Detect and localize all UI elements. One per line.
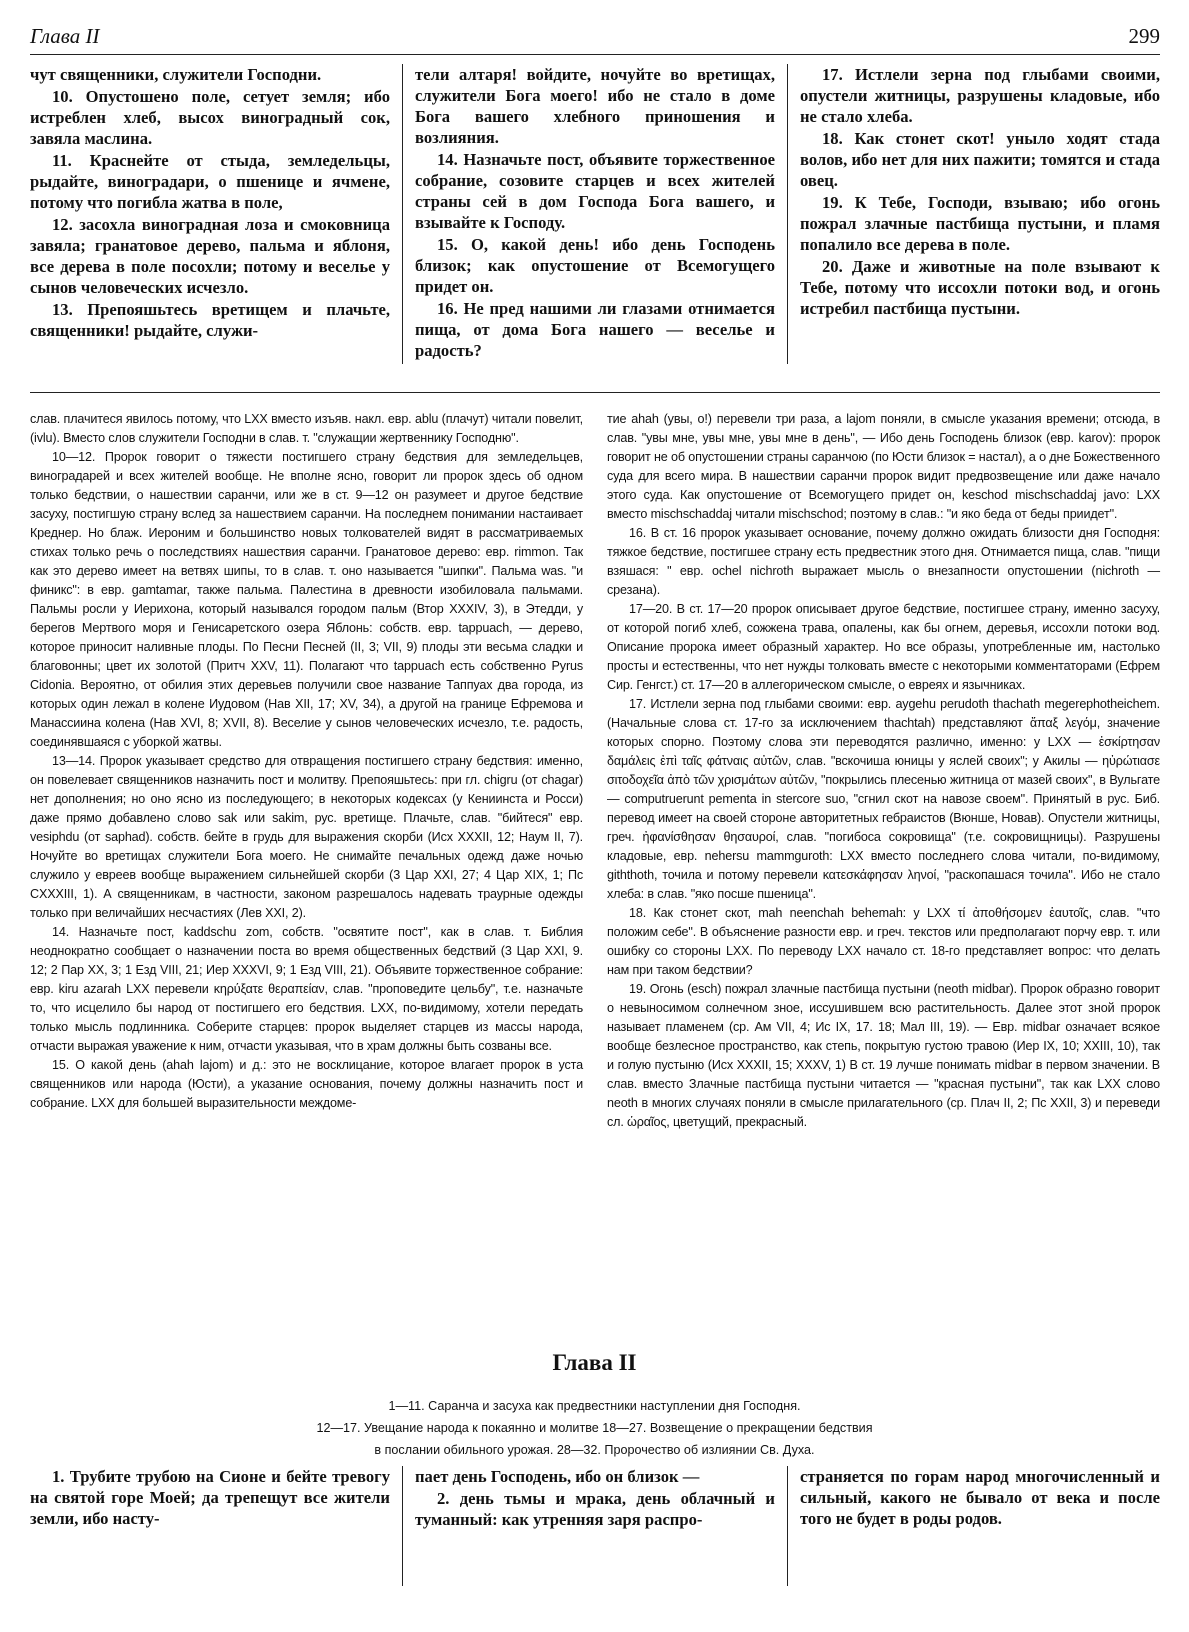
- verse-paragraph: 16. Не пред нашими ли глазами отнимается пища, от дома Бога нашего — веселье и радость?: [415, 299, 775, 360]
- summary-line: 12—17. Увещание народа к покаянно и молитве 18—27. Возвещение о прекращении бедствия: [316, 1421, 873, 1435]
- commentary-paragraph: тие ahah (увы, о!) перевели три раза, а lajom поняли, в смысле указания времени; отсюда, в слав. "увы мне, увы мне, увы мне в день", — Ибо день Господень близок (евр. karov): пророк говорит не об опустошении страны саранчою (по Юсти близок = настал), а о дне Божественного суда для всего мира. В нашествии саранчи пророк видит предвозвещение или даже начало этого суда. Как опустошение от Всемогущего придет он, keschod mischschaddaj javo: LXX вместо mischschaddaj читали mischschod; поэтому в слав.: "и яко беда от беды приидет".: [607, 412, 1160, 521]
- verse-paragraph: страняется по горам народ многочисленный и сильный, какого не бывало от века и после того не будет в роды родов.: [800, 1467, 1160, 1528]
- commentary-paragraph: 16. В ст. 16 пророк указывает основание, почему должно ожидать близости дня Господня: тяжкое бедствие, постигшее страну есть предвестник этого дня. Отнимается пища, слав. "пищи взяшася: " евр. ochel nichroth выражает мысль о внезапности опустошении (nichroth — срезана).: [607, 526, 1160, 597]
- commentary-paragraph: 14. Назначьте пост, kaddschu zom, собств. "освятите пост", как в слав. т. Библия неоднократно сообщает о назначении поста во время общественных бедствий (3 Цар XXI, 9. 12; 2 Пар XX, 3; 1 Езд VIII, 21; Иер XXXVI, 9; 1 Езд VIII, 21). Объявите торжественное собрание: евр. kiru azarah LXX перевели κηρύξατε θεραπείαν, слав. "проповедите цельбу", т.е. назначьте то, что исцелило бы народ от постигшего его бедствия. LXX, по-видимому, хотели передать только мысль подлинника. Соберите старцев: пророк выделяет старцев из массы народа, отчасти выражая уважение к ним, отчасти указывая, что в храм должны быть созваны все.: [30, 925, 583, 1053]
- commentary-paragraph: 18. Как стонет скот, mah neenchah behemah: у LXX τί ἀποθήσομεν ἑαυτοῖς, слав. "что положим себе". В объяснение разности евр. и греч. текстов или предполагают порчу евр. т. или ошибку со стороны LXX. По переводу LXX начало ст. 18-го представляет вопрос: что делать нам при таком бедствии?: [607, 906, 1160, 977]
- commentary: [30, 410, 1160, 1132]
- commentary-column-left: [30, 410, 583, 1132]
- summary-line: 1—11. Саранча и засуха как предвестники наступлении дня Господня.: [388, 1399, 801, 1413]
- scripture-columns-bottom: [30, 1466, 1160, 1586]
- verse-paragraph: 15. О, какой день! ибо день Господень близок; как опустошение от Всемогущего придет он.: [415, 235, 775, 296]
- verse-paragraph: 1. Трубите трубою на Сионе и бейте тревогу на святой горе Моей; да трепещут все жители земли, ибо насту-: [30, 1467, 390, 1528]
- verse-paragraph: 10. Опустошено поле, сетует земля; ибо истреблен хлеб, высох виноградный сок, завяла маслина.: [30, 87, 390, 148]
- commentary-paragraph: 10—12. Пророк говорит о тяжести постигшего страну бедствия для земледельцев, виноградарей и всех жителей вообще. Не вполне ясно, говорит ли пророк здесь об одном только бедствии, о нашествии саранчи, или же в ст. 9—12 он разумеет и другое бедствие засуху, постигшую страну вслед за нашествием саранчи. На последнем понимании настаивает Креднер. Но блаж. Иероним и большинство новых толкователей видят в рассматриваемых стихах только речь о последствиях нашествия саранчи. Гранатовое дерево: евр. rimmon. Так как это дерево имеет на ветвях шипы, то в слав. т. оно называется "шипки". Пальма was. "и финикс": в евр. gamtamar, также пальма. Палестина в древности изобиловала пальмами. Пальмы росли у Иерихона, который назывался городом пальм (Втор XXXIV, 3), в Этедди, у берегов Мертвого моря и Генисаретского озера Яблонь: собств. евр. tappuach, — дерево, которое приносит наливные плоды. По Песни Песней (II, 3; VII, 9) плоды эти весьма сладки и благовонны; цвет их золотой (Притч XXV, 11). Полагают что tappuach есть собственно Pyrus Cidonia. Вероятно, от обилия этих деревьев получили свое название Таппуах два города, из которых один лежал в колене Иудовом (Нав XII, 17; XV, 34), а другой на границе Ефремова и Манассиина колена (Нав XVI, 8; XVII, 8). Веселие у сынов человеческих исчезло, т.е. радость, соединявшаяся с уборкой жатвы.: [30, 450, 583, 749]
- commentary-paragraph: 13—14. Пророк указывает средство для отвращения постигшего страну бедствия: именно, он повелевает священников назначить пост и молитву. Препояшьтесь: при гл. chigru (от chagar) нет дополнения; но оно ясно из последующего; в некоторых кодексах (у Кениинста и Росси) даже прямо добавлено слово sak или sakim, рус. вретище. Плачьте, слав. "бийтеся" евр. vesiphdu (от saphad). собств. бейте в грудь для выражения скорби (Исх XXXII, 12; Наум II, 7). Ночуйте во вретищах служители Бога моего. Не снимайте печальных одежд даже ночью служило у евреев вообще выражением сильнейшей скорби (3 Цар XXI, 27; 4 Цар XIX, 1; Пс CXXXIII, 1). А священникам, в частности, законом разрешалось надевать траурные одежды только при величайших несчастиях (Лев XXI, 2).: [30, 754, 583, 920]
- verse-paragraph: 20. Даже и животные на поле взывают к Тебе, потому что иссохли потоки вод, и огонь истребил пастбища пустыни.: [800, 257, 1160, 318]
- verse-paragraph: 11. Краснейте от стыда, земледельцы, рыдайте, виноградари, о пшенице и ячмене, потому что погибла жатва в поле,: [30, 151, 390, 212]
- scripture-column: [402, 1466, 787, 1586]
- scripture-column: [787, 1466, 1160, 1586]
- scripture-columns-top: [30, 64, 1160, 364]
- verse-paragraph: 13. Препояшьтесь вретищем и плачьте, священники! рыдайте, служи-: [30, 300, 390, 340]
- commentary-paragraph: 17—20. В ст. 17—20 пророк описывает другое бедствие, постигшее страну, именно засуху, от которой погиб хлеб, сожжена трава, опалены, как бы огнем, деревья, иссохли потоки вод. Описание пророка имеет образный характер. Но все образы, употребленные им, настолько просты и естественны, что нет нужды толковать вместе с некоторыми комментаторами (Ефрем Сир. Генгст.) ст. 17—20 в аллегорическом смысле, о евреях и язычниках.: [607, 602, 1160, 692]
- verse-paragraph: 19. К Тебе, Господи, взываю; ибо огонь пожрал злачные пастбища пустыни, и пламя попалило все дерева в поле.: [800, 193, 1160, 254]
- summary-line: в послании обильного урожая. 28—32. Пророчество об излиянии Св. Духа.: [374, 1443, 815, 1457]
- verse-paragraph: 2. день тьмы и мрака, день облачный и туманный: как утренняя заря распро-: [415, 1489, 775, 1529]
- chapter-summary: [0, 1395, 1189, 1461]
- scripture-column: [30, 64, 402, 364]
- running-head-title: Глава II: [30, 24, 100, 48]
- chapter-title: Глава II: [552, 1350, 637, 1375]
- scripture-column: [787, 64, 1160, 364]
- commentary-paragraph: слав. плачитеся явилось потому, что LXX вместо изъяв. накл. евр. ablu (плачут) читали повелит, (ivlu). Вместо слов служители Господни в слав. т. "служащии жертвеннику Господню".: [30, 412, 583, 445]
- scripture-column: [30, 1466, 402, 1586]
- commentary-column-right: [607, 410, 1160, 1132]
- page-number: 299: [1128, 24, 1160, 48]
- verse-paragraph: 12. засохла виноградная лоза и смоковница завяла; гранатовое дерево, пальма и яблоня, все дерева в поле посохли; потому и веселье у сынов человеческих исчезло.: [30, 215, 390, 297]
- verse-paragraph: 17. Истлели зерна под глыбами своими, опустели житницы, разрушены кладовые, ибо не стало хлеба.: [800, 65, 1160, 126]
- running-head: [30, 20, 1160, 55]
- verse-paragraph: тели алтаря! войдите, ночуйте во вретищах, служители Бога моего! ибо не стало в доме Бога вашего хлебного приношения и возлияния.: [415, 65, 775, 147]
- verse-paragraph: пает день Господень, ибо он близок —: [415, 1467, 700, 1486]
- verse-paragraph: 14. Назначьте пост, объявите торжественное собрание, созовите старцев и всех жителей страны сей в дом Господа Бога вашего, и взывайте к Господу.: [415, 150, 775, 232]
- commentary-paragraph: 17. Истлели зерна под глыбами своими: евр. aygehu perudoth thachath megerephotheichem. (Начальные слова ст. 17-го за исключением thachtah) представляют ἅπαξ λεγόμ, значение которых спорно. Поэтому слова эти переводятся различно, именно: у LXX — ἐσκίρτησαν δαμάλεις ἐπὶ ταῖς φάτναις αὐτῶν, слав. "вскочиша юницы у яслей своих"; у Акилы — ηὐρώτιασε σιτοδοχεῖα ἀπὸ τῶν χρισμάτων αὐτῶν, "покрылись плесенью житница от мазей своих", в Вульгате — computruerunt pementa in stercore suo, "сгнил скот на навозе своем". Принятый в рус. Биб. перевод имеет на своей стороне авторитетных гебраистов (Вюнше, Новав). Опустели житницы, греч. ἠφανίσθησαν θησαυροί, слав. "погибоса сокровища" (т.е. сокровищницы). Разрушены кладовые, евр. nehersu mammguroth: LXX вместо последнего слова читали, по-видимому, giththoth, точила и потому перевели κατεσκάφησαν ληνοί, "раскопашася точила". Ибо не стало хлеба: в слав. "яко посше пшеница".: [607, 697, 1160, 901]
- verse-paragraph: чут священники, служители Господни.: [30, 65, 322, 84]
- section-divider: [30, 392, 1160, 393]
- scripture-column: [402, 64, 787, 364]
- verse-paragraph: 18. Как стонет скот! уныло ходят стада волов, ибо нет для них пажити; томятся и стада овец.: [800, 129, 1160, 190]
- commentary-paragraph: 15. О какой день (ahah lajom) и д.: это не восклицание, которое влагает пророк в уста священников или народа (Юсти), а указание основания, почему должны назначить пост и собрание. LXX для большей выразительности междоме-: [30, 1058, 583, 1110]
- commentary-paragraph: 19. Огонь (esch) пожрал злачные пастбища пустыни (neoth midbar). Пророк образно говорит о невыносимом солнечном зное, иссушившем всю растительность. Далее этот зной пророк называет пламенем (ср. Ам VII, 4; Ис IX, 17. 18; Мал III, 19). — Евр. midbar означает всякое вообще безлесное пространство, как степь, покрытую густою травою (Иер IX, 10; XXIII, 10), так и голую пустыню (Исх XXXII, 15; XXXV, 1) В ст. 19 лучше понимать midbar в первом значении. В слав. вместо Злачные пастбища пустыни читается — "красная пустыни", так как LXX слово neoth в многих случаях поняли в смысле прилагательного (ср. Плач II, 2; Пс XXII, 3) и переведи сл. ὡραῖος, цветущий, прекрасный.: [607, 982, 1160, 1129]
